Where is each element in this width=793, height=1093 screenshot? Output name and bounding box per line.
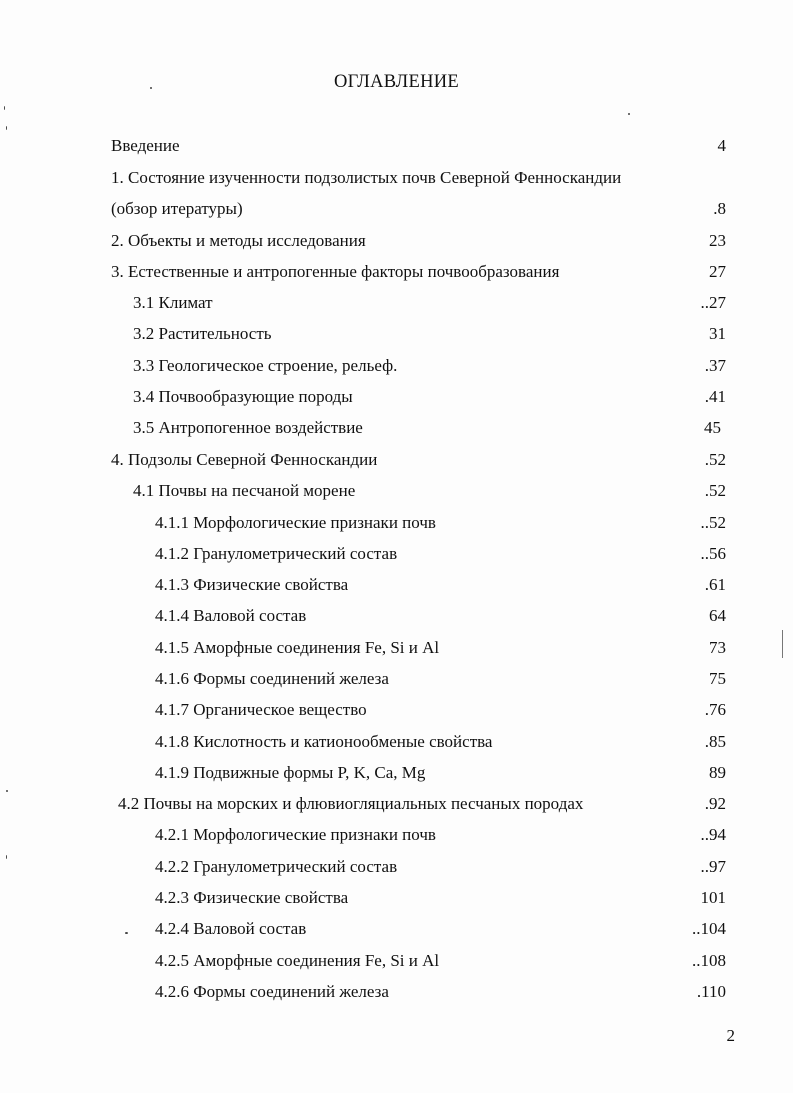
toc-entry-label: 1. Состояние изученности подзолистых почв Северной Фенноскандии — [111, 168, 622, 187]
toc-entry-label: 4.2 Почвы на морских и флювиогляциальных песчаных породах — [118, 794, 584, 813]
toc-entry-page: ..52 — [700, 513, 726, 532]
toc-entry-page: 45 — [704, 418, 721, 437]
scan-speck — [782, 630, 783, 658]
toc-entry-page: 27 — [709, 262, 726, 281]
toc-entry-4-1-9 — [155, 761, 726, 785]
toc-entry-label: Введение — [111, 136, 180, 155]
toc-entry-page: 75 — [709, 669, 726, 688]
toc-entry-label: 4.1.6 Формы соединений железа — [155, 669, 389, 688]
toc-entry-page: ..108 — [692, 951, 726, 970]
scan-speck — [6, 855, 7, 859]
toc-entry-4-1-1 — [155, 511, 726, 535]
toc-entry-4-1-3 — [155, 573, 726, 597]
toc-entry-page: .37 — [704, 356, 726, 375]
scan-speck — [628, 113, 630, 115]
toc-entry-page: 64 — [709, 606, 726, 625]
toc-entry-label: 4.2.4 Валовой состав — [155, 919, 307, 938]
toc-entry-label: 3.2 Растительность — [133, 324, 272, 343]
toc-entry-page: ..94 — [700, 825, 726, 844]
toc-entry-page: .8 — [713, 199, 726, 218]
toc-entry-4-2 — [118, 792, 726, 816]
toc-entry-4-1-8 — [155, 730, 726, 754]
toc-entry-label: 4.1.1 Морфологические признаки почв — [155, 513, 436, 532]
toc-entry-page: 73 — [709, 638, 726, 657]
toc-entry-page: .52 — [704, 481, 726, 500]
scan-speck — [4, 106, 5, 110]
toc-entry-chapter-4 — [111, 448, 726, 472]
toc-entry-page: .52 — [704, 450, 726, 469]
toc-entry-4-2-4 — [155, 917, 726, 941]
toc-entry-chapter-1 — [111, 166, 621, 190]
toc-entry-page: ..27 — [700, 293, 726, 312]
toc-entry-4-1-6 — [155, 667, 726, 691]
toc-entry-4-2-6 — [155, 980, 726, 1004]
toc-entry-label: 4.1.8 Кислотность и катионообменые свойства — [155, 732, 493, 751]
toc-entry-4-1-4 — [155, 604, 726, 628]
toc-entry-label: 3. Естественные и антропогенные факторы почвообразования — [111, 262, 560, 281]
toc-entry-introduction — [111, 134, 726, 158]
toc-entry-4-2-1 — [155, 823, 726, 847]
scan-speck — [150, 87, 152, 89]
toc-entry-page: .110 — [696, 982, 726, 1001]
toc-entry-label: 4.2.3 Физические свойства — [155, 888, 349, 907]
toc-entry-label: 4.2.6 Формы соединений железа — [155, 982, 389, 1001]
toc-entry-page: 4 — [717, 136, 726, 155]
toc-entry-4-1-7 — [155, 698, 726, 722]
toc-entry-label: 4.1.4 Валовой состав — [155, 606, 307, 625]
toc-entry-page: 101 — [700, 888, 726, 907]
toc-entry-page: ..104 — [692, 919, 726, 938]
toc-entry-label: 4.2.5 Аморфные соединения Fe, Si и Al — [155, 951, 440, 970]
toc-entry-page: 89 — [709, 763, 726, 782]
toc-entry-4-2-5 — [155, 949, 726, 973]
toc-entry-page: ..56 — [700, 544, 726, 563]
toc-entry-page: ..97 — [700, 857, 726, 876]
toc-entry-label: 4.1.7 Органическое вещество — [155, 700, 367, 719]
toc-entry-3-1 — [133, 291, 726, 315]
toc-entry-4-1-2 — [155, 542, 726, 566]
toc-entry-label: 4.2.2 Гранулометрический состав — [155, 857, 398, 876]
page-title: ОГЛАВЛЕНИЕ — [333, 72, 460, 92]
toc-entry-label: 4.1.3 Физические свойства — [155, 575, 349, 594]
toc-entry-4-1 — [133, 479, 726, 503]
toc-entry-label: 2. Объекты и методы исследования — [111, 231, 366, 250]
toc-entry-page: .41 — [704, 387, 726, 406]
toc-entry-label: 4.1.9 Подвижные формы P, K, Ca, Mg — [155, 763, 426, 782]
toc-entry-4-1-5 — [155, 636, 726, 660]
page-number: 2 — [726, 1026, 735, 1045]
toc-entry-label: 3.4 Почвообразующие породы — [133, 387, 353, 406]
scan-speck — [125, 932, 128, 934]
toc-entry-4-2-2 — [155, 855, 726, 879]
toc-entry-page: .76 — [704, 700, 726, 719]
toc-entry-page: 23 — [709, 231, 726, 250]
toc-entry-label: 4.2.1 Морфологические признаки почв — [155, 825, 436, 844]
toc-entry-3-5 — [133, 416, 721, 440]
scan-speck — [6, 126, 7, 130]
toc-entry-3-3 — [133, 354, 726, 378]
toc-entry-label: 4.1.5 Аморфные соединения Fe, Si и Al — [155, 638, 440, 657]
toc-entry-page: 31 — [709, 324, 726, 343]
toc-entry-label: 4. Подзолы Северной Фенноскандии — [111, 450, 378, 469]
toc-entry-label: 4.1.2 Гранулометрический состав — [155, 544, 398, 563]
toc-entry-chapter-3 — [111, 260, 726, 284]
toc-entry-4-2-3 — [155, 886, 726, 910]
scan-speck — [6, 790, 8, 792]
toc-entry-label: (обзор итературы) — [111, 199, 243, 218]
toc-entry-label: 3.3 Геологическое строение, рельеф. — [133, 356, 398, 375]
toc-entry-label: 4.1 Почвы на песчаной морене — [133, 481, 356, 500]
toc-entry-label: 3.5 Антропогенное воздействие — [133, 418, 363, 437]
toc-entry-page: .85 — [704, 732, 726, 751]
toc-entry-chapter-2 — [111, 229, 726, 253]
toc-entry-3-2 — [133, 322, 726, 346]
toc-entry-page: .61 — [704, 575, 726, 594]
toc-entry-page: .92 — [704, 794, 726, 813]
toc-entry-chapter-1-cont — [111, 197, 726, 221]
toc-entry-3-4 — [133, 385, 726, 409]
toc-entry-label: 3.1 Климат — [133, 293, 213, 312]
